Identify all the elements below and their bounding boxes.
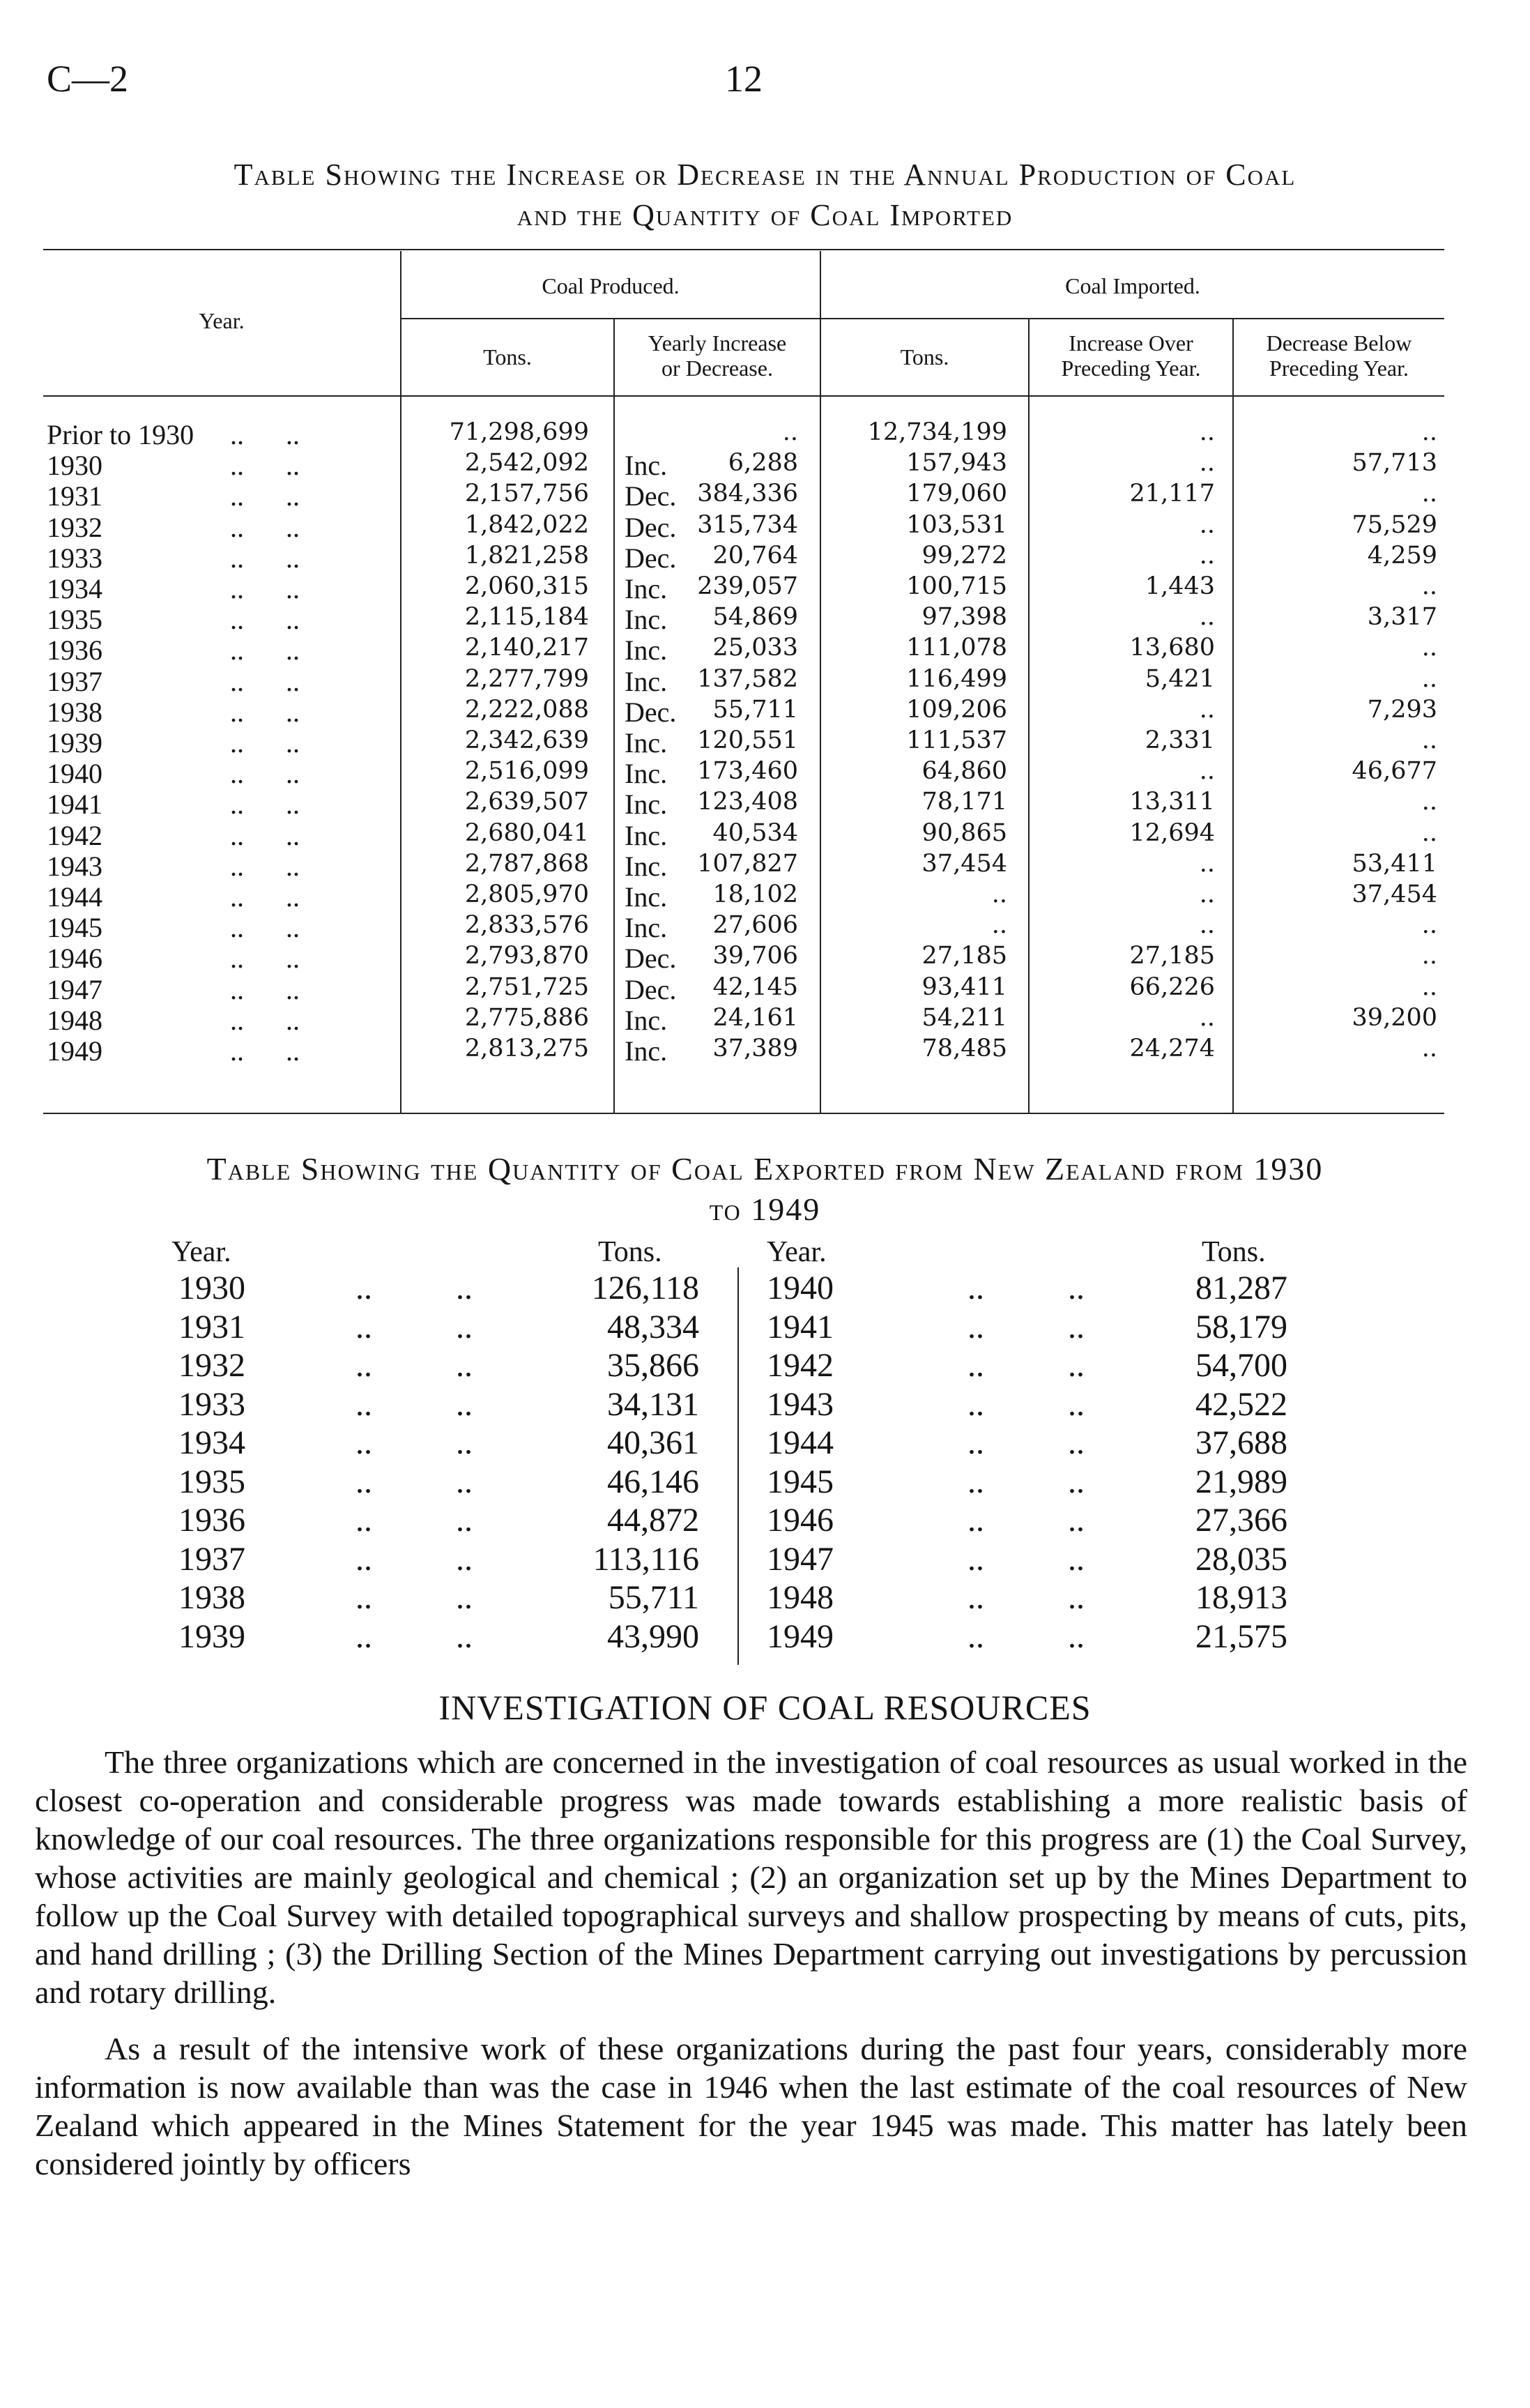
table1-title-line2: and the Quantity of Coal Imported — [517, 198, 1013, 232]
page-reference: C—2 — [47, 58, 129, 100]
imported-tons-cell: 78,485 — [921, 1035, 1007, 1062]
table1-header-rule — [43, 395, 1444, 397]
imported-tons-cell: 12,734,199 — [867, 418, 1007, 446]
year-cell: 1935 — [47, 604, 102, 636]
table2-row — [0, 1540, 1530, 1579]
increase-cell: 24,274 — [1129, 1035, 1215, 1062]
increase-cell: 66,226 — [1129, 973, 1215, 1001]
decrease-cell: .. — [1421, 1035, 1437, 1062]
decrease-cell: .. — [1421, 726, 1437, 754]
imported-tons-cell: 103,531 — [906, 510, 1007, 539]
export-year-cell: 1930 — [178, 1270, 245, 1306]
increase-cell: .. — [1199, 510, 1215, 539]
export-tons-cell: 58,179 — [1195, 1308, 1287, 1346]
table1-top-rule — [43, 249, 1444, 250]
change-value-cell: 315,734 — [697, 510, 798, 539]
export-tons-cell: 21,575 — [1195, 1617, 1287, 1655]
leader-dots: .. .. — [355, 1270, 473, 1306]
leader-dots: .. .. — [230, 480, 300, 512]
leader-dots: .. .. — [967, 1270, 1085, 1306]
leader-dots: .. .. — [355, 1540, 473, 1578]
increase-cell: .. — [1199, 881, 1215, 908]
change-value-cell: 107,827 — [697, 849, 798, 878]
change-type-cell: Dec. — [625, 973, 677, 1005]
year-cell: 1936 — [47, 634, 102, 666]
table1-row — [0, 480, 1530, 510]
table2-row — [0, 1385, 1530, 1424]
export-year-cell: 1936 — [178, 1502, 245, 1539]
increase-cell: .. — [1199, 757, 1215, 786]
imported-tons-cell: 97,398 — [921, 603, 1007, 632]
leader-dots: .. .. — [230, 696, 300, 728]
year-cell: 1934 — [47, 573, 102, 604]
change-value-cell: 40,534 — [712, 818, 798, 847]
produced-tons-cell: 1,842,022 — [464, 510, 589, 539]
produced-tons-cell: 2,833,576 — [464, 911, 589, 940]
export-tons-cell: 18,913 — [1195, 1579, 1287, 1616]
produced-tons-cell: 2,751,725 — [464, 973, 589, 1001]
export-year-cell: 1943 — [767, 1385, 834, 1423]
table1-group-rule — [401, 318, 1444, 319]
leader-dots: .. .. — [967, 1308, 1085, 1346]
change-value-cell: 384,336 — [697, 480, 798, 508]
table1-row — [0, 603, 1530, 634]
export-year-cell: 1937 — [178, 1540, 245, 1578]
imported-tons-cell: 64,860 — [921, 757, 1007, 786]
change-type-cell: Inc. — [625, 665, 668, 697]
section-title: INVESTIGATION OF COAL RESOURCES — [438, 1688, 1092, 1727]
increase-cell: 27,185 — [1129, 942, 1215, 970]
produced-tons-cell: 2,680,041 — [464, 818, 589, 847]
change-value-cell: 6,288 — [728, 449, 798, 478]
leader-dots: .. .. — [230, 604, 300, 636]
imported-tons-cell: .. — [991, 881, 1007, 908]
produced-tons-cell: 2,115,184 — [464, 603, 589, 632]
leader-dots: .. .. — [230, 419, 300, 450]
export-tons-cell: 40,361 — [607, 1424, 699, 1461]
leader-dots: .. .. — [967, 1347, 1085, 1384]
imported-tons-cell: 54,211 — [921, 1003, 1007, 1032]
change-type-cell: Dec. — [625, 480, 677, 512]
decrease-cell: .. — [1421, 973, 1437, 1001]
leader-dots: .. .. — [230, 665, 300, 697]
leader-dots: .. .. — [230, 819, 300, 851]
change-type-cell: Inc. — [625, 727, 668, 759]
export-year-cell: 1946 — [767, 1502, 834, 1539]
export-tons-cell: 28,035 — [1195, 1540, 1287, 1578]
decrease-cell: 3,317 — [1367, 603, 1437, 632]
table1-row — [0, 850, 1530, 881]
decrease-cell: 7,293 — [1367, 695, 1437, 724]
decrease-cell: .. — [1421, 418, 1437, 446]
decrease-cell: 4,259 — [1367, 541, 1437, 570]
change-value-cell: 55,711 — [712, 695, 798, 724]
leader-dots: .. .. — [355, 1385, 473, 1423]
produced-tons-cell: 71,298,699 — [449, 418, 589, 446]
year-cell: 1939 — [47, 727, 102, 759]
produced-tons-cell: 1,821,258 — [464, 541, 589, 570]
change-type-cell: Inc. — [625, 634, 668, 666]
leader-dots: .. .. — [230, 973, 300, 1005]
leader-dots: .. .. — [230, 1004, 300, 1036]
export-tons-cell: 35,866 — [607, 1347, 699, 1384]
increase-cell: .. — [1199, 1003, 1215, 1032]
increase-cell: 1,443 — [1145, 572, 1215, 600]
imported-tons-cell: .. — [991, 911, 1007, 940]
paragraph-1: The three organizations which are concerned in the investigation of coal resources as usual worked in the closest co-operation and considerable progress was made towards establishing a more realistic basis of knowledge of our coal resources. The three organizations responsible for this progress are (1) the Coal Survey, whose activities are mainly geological and chemical ; (2) an organization set up by the Mines Department to follow up the Coal Survey with detailed topographical surveys and shallow prospecting by means of cuts, pits, and hand drilling ; (3) the Drilling Section of the Mines Department carrying out investigations by percussion and rotary drilling. — [35, 1744, 1467, 2010]
change-type-cell: Inc. — [625, 573, 668, 604]
export-tons-cell: 42,522 — [1195, 1385, 1287, 1423]
table2-title-line1: Table Showing the Quantity of Coal Exported from New Zealand from 1930 — [206, 1151, 1324, 1187]
change-type-cell: Inc. — [625, 758, 668, 790]
leader-dots: .. .. — [967, 1385, 1085, 1423]
col-header-yearly-change — [615, 330, 820, 381]
export-year-cell: 1932 — [178, 1347, 245, 1384]
leader-dots: .. .. — [230, 912, 300, 944]
export-tons-cell: 126,118 — [591, 1270, 699, 1306]
change-value-cell: 54,869 — [712, 603, 798, 632]
change-value-cell: 24,161 — [712, 1003, 798, 1032]
produced-tons-cell: 2,060,315 — [464, 572, 589, 600]
change-value-cell: 27,606 — [712, 911, 798, 940]
produced-tons-cell: 2,639,507 — [464, 788, 589, 816]
produced-tons-cell: 2,222,088 — [464, 695, 589, 724]
year-cell: 1937 — [47, 665, 102, 697]
leader-dots: .. .. — [230, 1035, 300, 1067]
col-header-year: Year. — [199, 308, 245, 333]
col-header-coal-produced: Coal Produced. — [542, 273, 680, 298]
export-tons-cell: 44,872 — [607, 1502, 699, 1539]
table1-row — [0, 572, 1530, 603]
leader-dots: .. .. — [355, 1463, 473, 1500]
change-type-cell: Dec. — [625, 943, 677, 975]
decrease-cell: .. — [1421, 942, 1437, 970]
table2-row — [0, 1424, 1530, 1463]
col-header-yearly-change-l2: or Decrease. — [661, 356, 773, 381]
year-cell: 1943 — [47, 850, 102, 882]
imported-tons-cell: 116,499 — [906, 664, 1007, 693]
change-value-cell: 18,102 — [712, 881, 798, 908]
leader-dots: .. .. — [355, 1347, 473, 1384]
change-type-cell: Inc. — [625, 912, 668, 944]
produced-tons-cell: 2,157,756 — [464, 480, 589, 508]
imported-tons-cell: 78,171 — [921, 788, 1007, 816]
col-header-decrease-l2: Preceding Year. — [1269, 356, 1409, 381]
export-year-cell: 1945 — [767, 1463, 834, 1500]
export-year-cell: 1944 — [767, 1424, 834, 1461]
table1-row — [0, 973, 1530, 1004]
t2-header-tons-right: Tons. — [1202, 1236, 1266, 1268]
t2-header-year-left: Year. — [171, 1236, 231, 1268]
produced-tons-cell: 2,813,275 — [464, 1035, 589, 1062]
export-year-cell: 1940 — [767, 1270, 834, 1306]
export-tons-cell: 34,131 — [607, 1385, 699, 1423]
export-year-cell: 1931 — [178, 1308, 245, 1346]
produced-tons-cell: 2,787,868 — [464, 849, 589, 878]
export-tons-cell: 27,366 — [1195, 1502, 1287, 1539]
export-year-cell: 1942 — [767, 1347, 834, 1384]
change-value-cell: 120,551 — [697, 726, 798, 754]
table1-row — [0, 788, 1530, 821]
year-cell: 1931 — [47, 480, 102, 512]
change-value-cell: 173,460 — [697, 757, 798, 786]
table2-row — [0, 1501, 1530, 1540]
export-tons-cell: 21,989 — [1195, 1463, 1287, 1500]
decrease-cell: 57,713 — [1352, 449, 1437, 478]
export-tons-cell: 43,990 — [607, 1617, 699, 1655]
export-year-cell: 1933 — [178, 1385, 245, 1423]
change-type-cell: Dec. — [625, 542, 677, 574]
export-tons-cell: 54,700 — [1195, 1347, 1287, 1384]
produced-tons-cell: 2,277,799 — [464, 664, 589, 693]
leader-dots: .. .. — [967, 1579, 1085, 1616]
year-cell: 1940 — [47, 758, 102, 790]
change-type-cell: Inc. — [625, 1035, 668, 1067]
year-cell: 1930 — [47, 450, 102, 482]
col-header-coal-imported: Coal Imported. — [1065, 273, 1200, 298]
leader-dots: .. .. — [967, 1502, 1085, 1539]
page-number: 12 — [725, 58, 763, 100]
leader-dots: .. .. — [230, 881, 300, 913]
imported-tons-cell: 93,411 — [921, 973, 1007, 1001]
table2-row — [0, 1308, 1530, 1347]
table1-row — [0, 757, 1530, 788]
col-header-decrease — [1234, 330, 1444, 381]
leader-dots: .. .. — [967, 1463, 1085, 1500]
col-header-increase-l1: Increase Over — [1069, 330, 1193, 356]
leader-dots: .. .. — [967, 1424, 1085, 1461]
imported-tons-cell: 27,185 — [921, 942, 1007, 970]
export-year-cell: 1947 — [767, 1540, 834, 1578]
increase-cell: .. — [1199, 849, 1215, 878]
change-type-cell: Inc. — [625, 819, 668, 851]
col-header-decrease-l1: Decrease Below — [1266, 330, 1412, 356]
decrease-cell: .. — [1421, 664, 1437, 693]
export-tons-cell: 48,334 — [607, 1308, 699, 1346]
leader-dots: .. .. — [230, 758, 300, 790]
change-value-cell: 123,408 — [697, 788, 798, 816]
change-type-cell: Inc. — [625, 881, 668, 913]
imported-tons-cell: 109,206 — [906, 695, 1007, 724]
table1-row — [0, 726, 1530, 757]
leader-dots: .. .. — [230, 727, 300, 759]
leader-dots: .. .. — [355, 1308, 473, 1346]
imported-tons-cell: 157,943 — [906, 449, 1007, 478]
table1-row — [0, 1035, 1530, 1065]
export-tons-cell: 113,116 — [592, 1540, 699, 1578]
export-year-cell: 1935 — [178, 1463, 245, 1500]
change-type-cell: Inc. — [625, 450, 668, 482]
year-cell: 1946 — [47, 943, 102, 975]
table2-row — [0, 1578, 1530, 1617]
export-tons-cell: 81,287 — [1195, 1270, 1287, 1306]
change-type-cell: Dec. — [625, 511, 677, 543]
decrease-cell: .. — [1421, 788, 1437, 816]
leader-dots: .. .. — [967, 1617, 1085, 1655]
year-cell: 1932 — [47, 511, 102, 543]
section-body — [35, 1743, 1467, 2183]
decrease-cell: 53,411 — [1352, 849, 1437, 878]
table2-row — [0, 1346, 1530, 1385]
leader-dots: .. .. — [967, 1540, 1085, 1578]
table2-row — [0, 1463, 1530, 1502]
export-year-cell: 1941 — [767, 1308, 834, 1346]
change-value-cell: .. — [782, 418, 798, 446]
leader-dots: .. .. — [230, 450, 300, 482]
change-value-cell: 20,764 — [712, 541, 798, 570]
table1-row — [0, 881, 1530, 911]
increase-cell: .. — [1199, 603, 1215, 632]
change-value-cell: 37,389 — [712, 1035, 798, 1062]
increase-cell: 5,421 — [1145, 664, 1215, 693]
change-value-cell: 25,033 — [712, 634, 798, 662]
export-year-cell: 1949 — [767, 1617, 834, 1655]
increase-cell: 13,680 — [1129, 634, 1215, 662]
imported-tons-cell: 179,060 — [906, 480, 1007, 508]
produced-tons-cell: 2,775,886 — [464, 1003, 589, 1032]
increase-cell: 2,331 — [1145, 726, 1215, 754]
year-cell: 1942 — [47, 819, 102, 851]
paragraph-2: As a result of the intensive work of these organizations during the past four years, considerably more information is now available than was the case in 1946 when the last estimate of the coal resources of New Zealand which appeared in the Mines Statement for the year 1945 was made. This matter has lately been considered jointly by officers — [35, 2031, 1467, 2181]
col-header-imported-tons: Tons. — [900, 344, 949, 369]
year-cell: 1944 — [47, 881, 102, 913]
t2-header-year-right: Year. — [767, 1236, 827, 1268]
change-value-cell: 42,145 — [712, 973, 798, 1001]
table1-row — [0, 542, 1530, 572]
change-value-cell: 239,057 — [697, 572, 798, 600]
export-tons-cell: 55,711 — [608, 1579, 699, 1616]
increase-cell: .. — [1199, 911, 1215, 940]
table1-row — [0, 449, 1530, 480]
decrease-cell: .. — [1421, 480, 1437, 508]
increase-cell: .. — [1199, 418, 1215, 446]
export-year-cell: 1938 — [178, 1579, 245, 1616]
imported-tons-cell: 111,537 — [906, 726, 1007, 754]
produced-tons-cell: 2,793,870 — [464, 942, 589, 970]
leader-dots: .. .. — [355, 1502, 473, 1539]
year-cell: 1945 — [47, 912, 102, 944]
produced-tons-cell: 2,805,970 — [464, 881, 589, 908]
export-year-cell: 1939 — [178, 1617, 245, 1655]
produced-tons-cell: 2,342,639 — [464, 726, 589, 754]
table1-row — [0, 819, 1530, 850]
year-cell: 1933 — [47, 542, 102, 574]
leader-dots: .. .. — [355, 1579, 473, 1616]
table1-row — [0, 418, 1530, 449]
decrease-cell: .. — [1421, 911, 1437, 940]
leader-dots: .. .. — [355, 1424, 473, 1461]
produced-tons-cell: 2,516,099 — [464, 757, 589, 786]
year-cell: 1941 — [47, 788, 102, 821]
col-header-produced-tons: Tons. — [483, 344, 532, 369]
leader-dots: .. .. — [230, 634, 300, 666]
table1-row — [0, 942, 1530, 973]
leader-dots: .. .. — [230, 943, 300, 975]
export-tons-cell: 46,146 — [607, 1463, 699, 1500]
decrease-cell: .. — [1421, 572, 1437, 600]
table2-row — [0, 1269, 1530, 1308]
increase-cell: 21,117 — [1129, 480, 1215, 508]
leader-dots: .. .. — [230, 850, 300, 882]
year-cell: 1947 — [47, 973, 102, 1005]
imported-tons-cell: 99,272 — [921, 541, 1007, 570]
col-header-increase-l2: Preceding Year. — [1061, 356, 1201, 381]
change-type-cell: Inc. — [625, 788, 668, 821]
decrease-cell: .. — [1421, 818, 1437, 847]
increase-cell: 12,694 — [1129, 818, 1215, 847]
col-header-increase — [1030, 330, 1232, 381]
change-value-cell: 137,582 — [697, 664, 798, 693]
leader-dots: .. .. — [355, 1617, 473, 1655]
increase-cell: .. — [1199, 449, 1215, 478]
table1-row — [0, 1004, 1530, 1035]
leader-dots: .. .. — [230, 573, 300, 604]
imported-tons-cell: 90,865 — [921, 818, 1007, 847]
imported-tons-cell: 111,078 — [906, 634, 1007, 662]
produced-tons-cell: 2,542,092 — [464, 449, 589, 478]
table1-row — [0, 696, 1530, 726]
decrease-cell: 75,529 — [1352, 510, 1437, 539]
increase-cell: 13,311 — [1129, 788, 1215, 816]
leader-dots: .. .. — [230, 511, 300, 543]
imported-tons-cell: 37,454 — [921, 849, 1007, 878]
decrease-cell: 39,200 — [1352, 1003, 1437, 1032]
table1-row — [0, 634, 1530, 664]
table1-row — [0, 665, 1530, 696]
table1-bottom-rule — [43, 1113, 1444, 1114]
produced-tons-cell: 2,140,217 — [464, 634, 589, 662]
export-year-cell: 1934 — [178, 1424, 245, 1461]
change-type-cell: Inc. — [625, 850, 668, 882]
t2-header-tons-left: Tons. — [598, 1236, 662, 1268]
change-type-cell: Inc. — [625, 1004, 668, 1036]
leader-dots: .. .. — [230, 788, 300, 821]
col-header-yearly-change-l1: Yearly Increase — [648, 330, 787, 356]
change-value-cell: 39,706 — [712, 942, 798, 970]
change-type-cell: Inc. — [625, 604, 668, 636]
year-cell: 1949 — [47, 1035, 102, 1067]
increase-cell: .. — [1199, 695, 1215, 724]
year-cell: Prior to 1930 — [47, 419, 194, 450]
table2-row — [0, 1617, 1530, 1656]
table1-row — [0, 511, 1530, 542]
change-type-cell: Dec. — [625, 696, 677, 728]
table2-title-line2: to 1949 — [709, 1191, 821, 1227]
leader-dots: .. .. — [230, 542, 300, 574]
imported-tons-cell: 100,715 — [906, 572, 1007, 600]
export-year-cell: 1948 — [767, 1579, 834, 1616]
export-tons-cell: 37,688 — [1195, 1424, 1287, 1461]
increase-cell: .. — [1199, 541, 1215, 570]
decrease-cell: 46,677 — [1352, 757, 1437, 786]
table1-row — [0, 911, 1530, 942]
decrease-cell: .. — [1421, 634, 1437, 662]
decrease-cell: 37,454 — [1352, 881, 1437, 908]
year-cell: 1938 — [47, 696, 102, 728]
year-cell: 1948 — [47, 1004, 102, 1036]
table1-title-line1: Table Showing the Increase or Decrease in the Annual Production of Coal — [234, 158, 1296, 192]
